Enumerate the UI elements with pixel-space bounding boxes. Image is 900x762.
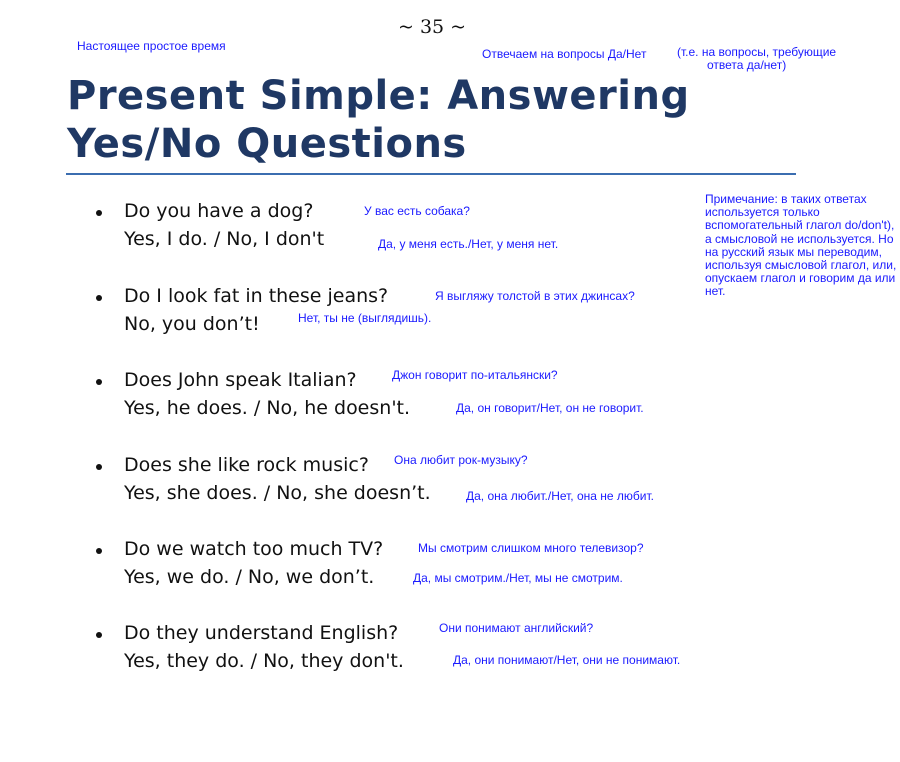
question-translation: Она любит рок-музыку? (394, 453, 528, 467)
answer-translation: Да, у меня есть./Нет, у меня нет. (378, 237, 559, 251)
page-number: ~ 35 ~ (398, 16, 467, 38)
answer-text: Yes, they do. / No, they don't. (124, 650, 404, 672)
page-title-line-1: Present Simple: Answering (67, 73, 690, 119)
answer-translation: Да, он говорит/Нет, он не говорит. (456, 401, 644, 415)
bullet-icon (96, 379, 102, 385)
header-note-right-extra-1: (т.е. на вопросы, требующие (677, 45, 837, 59)
bullet-icon (96, 295, 102, 301)
answer-text: No, you don’t! (124, 313, 260, 335)
question-translation: Они понимают английский? (439, 621, 594, 635)
answer-text: Yes, we do. / No, we don’t. (124, 566, 375, 588)
header-note-left: Настоящее простое время (77, 39, 226, 53)
bullet-icon (96, 210, 102, 216)
bullet-icon (96, 548, 102, 554)
answer-translation: Да, мы смотрим./Нет, мы не смотрим. (413, 571, 623, 585)
question-translation: Мы смотрим слишком много телевизор? (418, 541, 644, 555)
question-text: Does John speak Italian? (124, 369, 357, 391)
answer-text: Yes, he does. / No, he doesn't. (124, 397, 411, 419)
answer-text: Yes, I do. / No, I don't (124, 228, 325, 250)
page-title (67, 72, 690, 168)
question-text: Does she like rock music? (124, 454, 369, 476)
question-text: Do you have a dog? (124, 200, 314, 222)
page-title-line-2: Yes/No Questions (67, 121, 467, 167)
header-note-right: Отвечаем на вопросы Да/Нет (482, 47, 647, 61)
answer-text: Yes, she does. / No, she doesn’t. (124, 482, 431, 504)
bullet-icon (96, 632, 102, 638)
question-translation: Джон говорит по-итальянски? (392, 368, 558, 382)
question-translation: Я выгляжу толстой в этих джинсах? (435, 289, 635, 303)
bullet-icon (96, 464, 102, 470)
title-underline (66, 173, 796, 175)
question-text: Do they understand English? (124, 622, 399, 644)
answer-translation: Да, она любит./Нет, она не любит. (466, 489, 654, 503)
header-note-right-extra-2: ответа да/нет) (707, 58, 787, 72)
answer-translation: Да, они понимают/Нет, они не понимают. (453, 653, 681, 667)
question-translation: У вас есть собака? (364, 204, 470, 218)
question-text: Do we watch too much TV? (124, 538, 384, 560)
side-note: Примечание: в таких ответах используется только вспомогательный глагол do/don't), а смысловой не используется. Но на русский язык мы переводим, используя смысловой глагол, или, опускаем глагол и говорим да или нет. (705, 192, 897, 299)
question-text: Do I look fat in these jeans? (124, 285, 389, 307)
answer-translation: Нет, ты не (выглядишь). (298, 311, 432, 325)
